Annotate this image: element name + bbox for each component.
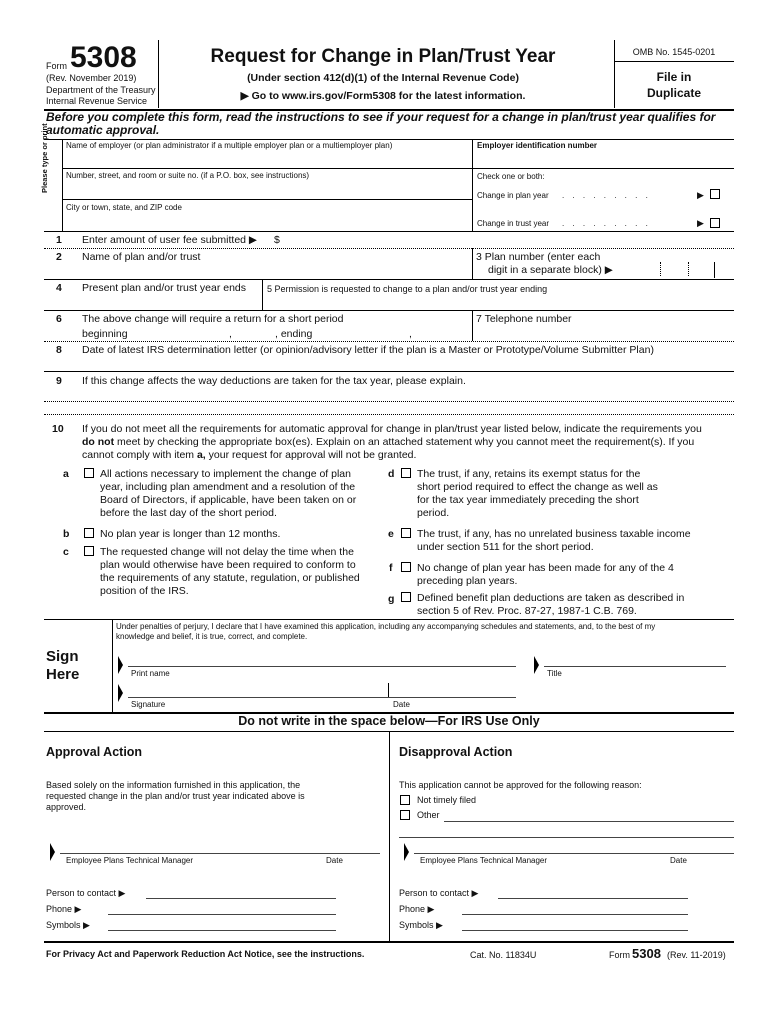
disapproval-title: Disapproval Action (399, 745, 513, 759)
item-text-line: Defined benefit plan deductions are taken as described in (417, 592, 685, 604)
emphasis: a, (196, 449, 206, 461)
line-2-label: Name of plan and/or trust (82, 251, 201, 263)
plan-number-input[interactable] (634, 262, 714, 278)
arrow-icon (404, 843, 409, 861)
other-label: Other (417, 810, 440, 820)
user-fee-input[interactable] (284, 233, 464, 247)
comma: , (409, 328, 412, 340)
city-state-zip-label: City or town, state, and ZIP code (66, 203, 182, 212)
line-10-text-cont: your request for approval will not be granted. (205, 449, 417, 461)
line-6-number: 6 (56, 313, 62, 325)
item-f-checkbox[interactable] (401, 562, 411, 572)
item-text-line: position of the IRS. (100, 585, 189, 597)
arrow-icon (118, 684, 123, 702)
line-9-number: 9 (56, 375, 62, 387)
change-plan-year-label: Change in plan year (477, 191, 549, 200)
arrow-icon (50, 843, 55, 861)
approval-title: Approval Action (46, 745, 143, 759)
item-a-checkbox[interactable] (84, 468, 94, 478)
approval-person-label: Person to contact ▶ (46, 888, 126, 898)
line-8-label: Date of latest IRS determination letter (or opinion/advisory letter if the plan is a Master or Prototype/Volume Submitter Plan) (82, 344, 654, 356)
item-c-letter: c (63, 546, 69, 558)
form-word: Form (46, 61, 67, 71)
item-g-checkbox[interactable] (401, 592, 411, 602)
approval-text-line: requested change in the plan and/or trust year indicated above is (46, 791, 305, 801)
irs-name: Internal Revenue Service (46, 96, 148, 106)
item-text-line: period. (417, 507, 450, 519)
change-plan-year-checkbox[interactable] (710, 189, 720, 199)
line-2-number: 2 (56, 251, 62, 263)
ein-label: Employer identification number (477, 141, 598, 150)
item-b-checkbox[interactable] (84, 528, 94, 538)
line-4-label: Present plan and/or trust year ends (82, 282, 247, 294)
form-number: 5308 (70, 41, 137, 74)
catalog-number: Cat. No. 11834U (470, 950, 537, 960)
item-c-checkbox[interactable] (84, 546, 94, 556)
approval-phone-label: Phone ▶ (46, 904, 82, 914)
item-b-text: No plan year is longer than 12 months. (100, 528, 281, 540)
item-text-line: before the last day of the short period. (100, 507, 277, 519)
item-a-letter: a (63, 468, 69, 480)
irs-use-only-heading: Do not write in the space below—For IRS Use Only (238, 714, 540, 728)
item-f-text (417, 562, 674, 588)
item-a-text (100, 468, 356, 520)
intro-instructions: Before you complete this form, read the instructions to see if your request for a change in plan/trust year qualifies for automatic approval. (46, 110, 716, 137)
item-text-line: section 5 of Rev. Proc. 87-27, 1987-1 C.B. 769. (417, 605, 637, 617)
perjury-statement-cont: knowledge and belief, it is true, correct, and complete. (116, 632, 308, 641)
item-e-text (417, 528, 691, 554)
form-subtitle: (Under section 412(d)(1) of the Internal Revenue Code) (247, 72, 519, 84)
item-text-line: The trust, if any, has no unrelated business taxable income (417, 528, 691, 540)
not-timely-checkbox[interactable] (400, 795, 410, 805)
item-e-checkbox[interactable] (401, 528, 411, 538)
approval-text (46, 780, 305, 813)
item-text-line: Board of Directors, if applicable, have been taken on or (100, 494, 357, 506)
line-9-label: If this change affects the way deductions are taken for the tax year, please explain. (82, 375, 466, 387)
not-timely-label: Not timely filed (417, 795, 477, 805)
line-3-label-cont: digit in a separate block) ▶ (488, 264, 613, 276)
address-field[interactable] (66, 182, 466, 198)
city-state-zip-field[interactable] (66, 213, 466, 229)
change-trust-year-label: Change in trust year (477, 219, 550, 228)
item-c-text (100, 546, 360, 598)
comma: , (229, 328, 232, 340)
arrow-icon: ▶ (697, 218, 704, 228)
arrow-icon (118, 656, 123, 674)
approval-text-line: approved. (46, 802, 87, 812)
print-name-field[interactable] (128, 652, 516, 666)
employer-name-label: Name of employer (or plan administrator if a multiple employer plan or a multiemployer plan) (66, 141, 393, 150)
title-field[interactable] (544, 652, 726, 666)
perjury-statement: Under penalties of perjury, I declare that I have examined this application, including any accompanying schedules and statements, and, to the best of my (116, 622, 656, 631)
sign-label: Sign (46, 648, 79, 665)
disapproval-person-label: Person to contact ▶ (399, 888, 479, 898)
signature-field[interactable] (128, 683, 386, 697)
item-text-line: plan would otherwise have been required to conform to (100, 559, 356, 571)
please-type-label: Please type or print (40, 123, 49, 193)
address-label: Number, street, and room or suite no. (if a P.O. box, see instructions) (66, 171, 310, 180)
ein-field[interactable] (477, 152, 727, 168)
line-10-text-cont: meet by checking the appropriate box(es). Explain on an attached statement why you cannot meet the requirement(s). If you (114, 436, 695, 448)
signature-label: Signature (131, 700, 166, 709)
leader-dots: . . . . . . . . . (562, 191, 651, 200)
line-5-label: 5 Permission is requested to change to a plan and/or trust year ending (267, 284, 548, 294)
short-period-beginning-label: beginning (82, 328, 128, 340)
item-text-line: under section 511 for the short period. (417, 541, 594, 553)
item-g-text (417, 592, 684, 618)
item-text-line: year, including plan amendment and a resolution of the (100, 481, 356, 493)
arrow-icon: ▶ (697, 190, 704, 200)
approval-manager-label: Employee Plans Technical Manager (66, 856, 194, 865)
item-b-letter: b (63, 528, 70, 540)
irs-website-note: ▶ Go to www.irs.gov/Form5308 for the latest information. (240, 90, 526, 102)
item-g-letter: g (388, 593, 395, 605)
item-text-line: The trust, if any, retains its exempt status for the (417, 468, 641, 480)
line-10-text: If you do not meet all the requirements for automatic approval for change in plan/trust year listed below, indicate the requirements you (82, 423, 702, 435)
omb-number: OMB No. 1545-0201 (632, 47, 716, 57)
line-1-label: Enter amount of user fee submitted ▶ (82, 234, 257, 246)
dept-treasury: Department of the Treasury (46, 85, 156, 95)
emphasis: do not (82, 436, 115, 448)
telephone-input[interactable] (488, 326, 728, 340)
short-period-ending-label: , ending (275, 328, 313, 340)
disapproval-date-label: Date (670, 856, 687, 865)
sign-date-field[interactable] (392, 683, 516, 697)
item-e-letter: e (388, 528, 394, 540)
title-label: Title (547, 669, 562, 678)
line-1-number: 1 (56, 234, 62, 246)
footer-revision: (Rev. 11-2019) (667, 950, 726, 960)
plan-name-input[interactable] (82, 264, 467, 278)
approval-date-label: Date (326, 856, 343, 865)
dollar-sign: $ (274, 234, 280, 246)
disapproval-intro: This application cannot be approved for the following reason: (399, 780, 642, 790)
leader-dots: . . . . . . . . . (562, 219, 651, 228)
footer-form-number: 5308 (632, 946, 661, 961)
item-d-checkbox[interactable] (401, 468, 411, 478)
item-text-line: The requested change will not delay the time when the (100, 546, 354, 558)
line-6-label: The above change will require a return for a short period (82, 313, 344, 325)
disapproval-manager-label: Employee Plans Technical Manager (420, 856, 548, 865)
item-d-text (417, 468, 658, 520)
line-10-number: 10 (52, 423, 64, 435)
item-text-line: preceding plan years. (417, 575, 518, 587)
form-title: Request for Change in Plan/Trust Year (210, 46, 556, 67)
duplicate-label: Duplicate (646, 86, 701, 100)
item-text-line: No change of plan year has been made for any of the 4 (417, 562, 674, 574)
form-revision: (Rev. November 2019) (46, 73, 137, 83)
item-text-line: short period required to effect the change as well as (417, 481, 658, 493)
footer-form-word: Form (609, 950, 630, 960)
item-text-line: All actions necessary to implement the change of plan (100, 468, 351, 480)
approval-text-line: Based solely on the information furnished in this application, the (46, 780, 301, 790)
disapproval-phone-label: Phone ▶ (399, 904, 435, 914)
approval-symbols-label: Symbols ▶ (46, 920, 90, 930)
here-label: Here (46, 666, 80, 683)
line-8-number: 8 (56, 344, 62, 356)
privacy-notice: For Privacy Act and Paperwork Reduction Act Notice, see the instructions. (46, 949, 365, 959)
check-one-label: Check one or both: (477, 172, 545, 181)
line-3-label: 3 Plan number (enter each (476, 251, 601, 263)
item-f-letter: f (389, 562, 393, 574)
item-text-line: the requirements of any statute, regulation, or published (100, 572, 360, 584)
change-trust-year-checkbox[interactable] (710, 218, 720, 228)
line-4-number: 4 (56, 282, 62, 294)
print-name-label: Print name (131, 669, 170, 678)
disapproval-symbols-label: Symbols ▶ (399, 920, 443, 930)
item-text-line: for the tax year immediately preceding the short (417, 494, 639, 506)
line-10-text (82, 449, 416, 462)
line-7-label: 7 Telephone number (476, 313, 572, 325)
sign-date-label: Date (393, 700, 410, 709)
other-checkbox[interactable] (400, 810, 410, 820)
line-10-text (82, 436, 694, 449)
arrow-icon (534, 656, 539, 674)
line-10-text-cont: cannot comply with item (82, 449, 197, 461)
item-d-letter: d (388, 468, 395, 480)
file-in-label: File in (656, 70, 692, 84)
employer-name-field[interactable] (66, 152, 466, 168)
